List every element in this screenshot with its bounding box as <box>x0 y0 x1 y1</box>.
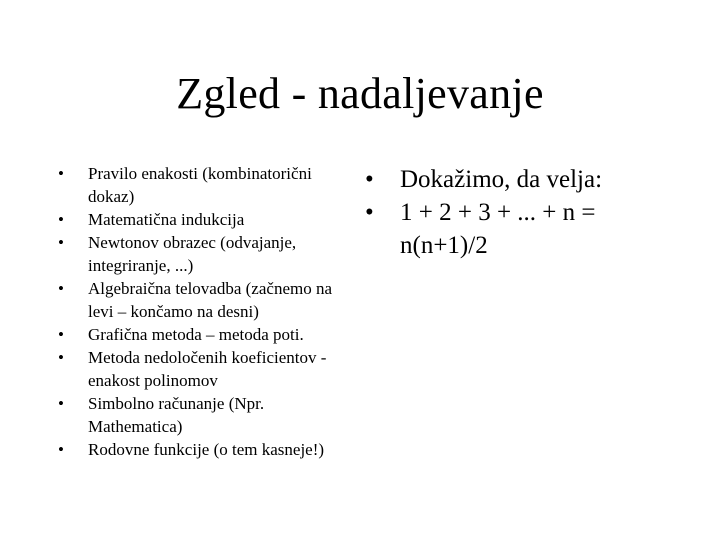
list-item-text: Pravilo enakosti (kombinatorični dokaz) <box>88 164 312 206</box>
list-item <box>365 163 665 196</box>
list-item-text: Grafična metoda – metoda poti. <box>88 325 304 344</box>
list-item <box>58 277 358 323</box>
list-item-text: 1 + 2 + 3 + ... + n = n(n+1)/2 <box>400 199 596 259</box>
list-item-text: Simbolno računanje (Npr. Mathematica) <box>88 394 265 436</box>
slide-title: Zgled - nadaljevanje <box>176 69 544 118</box>
list-item <box>58 323 358 346</box>
bullet-icon: • <box>58 210 64 229</box>
list-item <box>58 392 358 438</box>
list-item-text: Dokažimo, da velja: <box>400 166 603 193</box>
list-item <box>58 162 358 208</box>
list-item-text: Algebraična telovadba (začnemo na levi – končamo na desni) <box>88 279 333 321</box>
bullet-icon: • <box>365 166 374 193</box>
bullet-icon: • <box>365 199 374 226</box>
bullet-icon: • <box>58 233 64 252</box>
list-item <box>58 346 358 392</box>
left-bullet-list <box>58 162 358 461</box>
bullet-icon: • <box>58 325 64 344</box>
bullet-icon: • <box>58 164 64 183</box>
bullet-icon: • <box>58 394 64 413</box>
list-item <box>58 438 358 461</box>
bullet-icon: • <box>58 440 64 459</box>
list-item-text: Metoda nedoločenih koeficientov - enakost polinomov <box>88 348 327 390</box>
list-item-text: Matematična indukcija <box>88 210 245 229</box>
list-item-text: Newtonov obrazec (odvajanje, integriranje, ...) <box>88 233 297 275</box>
list-item-text: Rodovne funkcije (o tem kasneje!) <box>88 440 325 459</box>
list-item <box>365 196 665 262</box>
list-item <box>58 231 358 277</box>
right-bullet-list <box>365 163 665 262</box>
list-item <box>58 208 358 231</box>
bullet-icon: • <box>58 348 64 367</box>
bullet-icon: • <box>58 279 64 298</box>
